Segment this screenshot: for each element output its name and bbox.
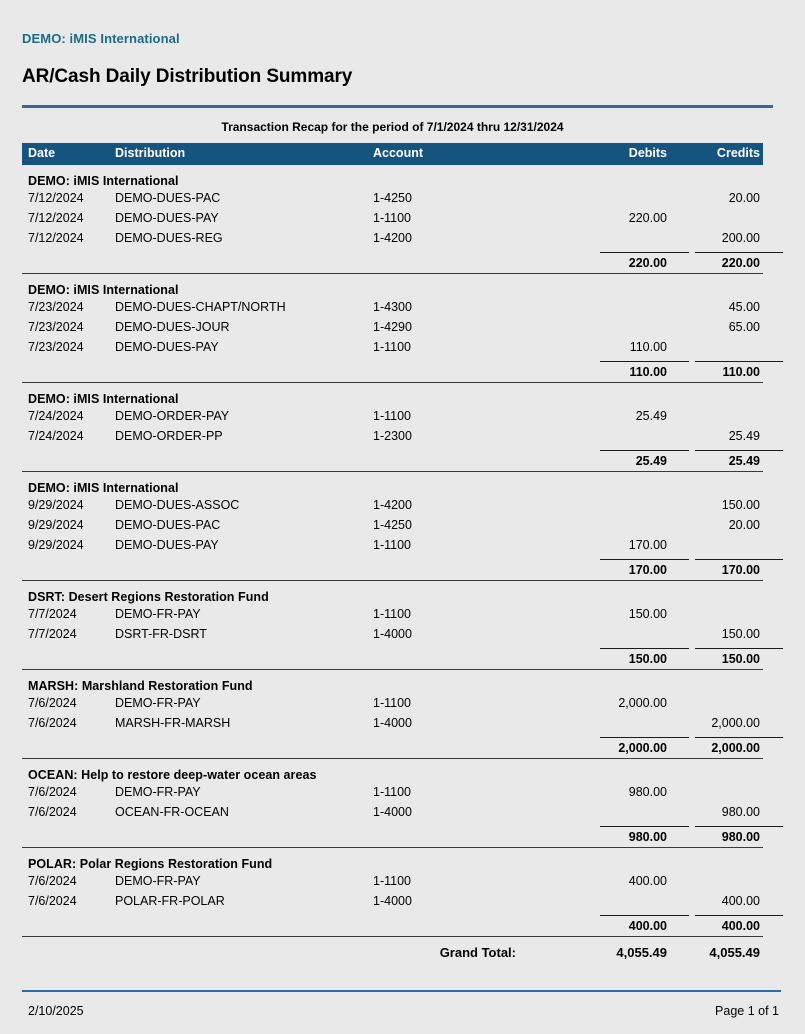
subtotal-credit-underline [695, 915, 783, 916]
subtotal-debit: 110.00 [629, 365, 667, 379]
cell-debit: 980.00 [628, 785, 667, 799]
group-subtotal-row [22, 647, 763, 669]
table-row [22, 496, 763, 516]
subtotal-credit-underline [695, 559, 783, 560]
organization-heading: DEMO: iMIS International [22, 31, 180, 46]
cell-debit: 110.00 [629, 340, 667, 354]
footer-date: 2/10/2025 [28, 1004, 84, 1018]
cell-credit: 200.00 [721, 231, 760, 245]
group-title: DEMO: iMIS International [28, 481, 179, 495]
cell-account: 1-4250 [373, 191, 412, 205]
cell-account: 1-4200 [373, 498, 412, 512]
cell-distribution: MARSH-FR-MARSH [115, 716, 231, 730]
grand-total-debit: 4,055.49 [616, 945, 667, 960]
table-group [22, 580, 763, 669]
cell-debit: 400.00 [628, 874, 667, 888]
subtotal-debit-underline [600, 559, 689, 560]
cell-distribution: DEMO-DUES-PAC [115, 191, 221, 205]
table-row [22, 338, 763, 358]
cell-distribution: DEMO-DUES-PAY [115, 211, 219, 225]
cell-date: 7/6/2024 [28, 874, 77, 888]
column-header-account: Account [373, 146, 423, 160]
table-row [22, 605, 763, 625]
table-group [22, 758, 763, 847]
cell-distribution: DEMO-DUES-PAY [115, 340, 219, 354]
page-footer [22, 990, 781, 1018]
table-group [22, 165, 763, 273]
table-row [22, 298, 763, 318]
cell-date: 7/7/2024 [28, 627, 77, 641]
cell-date: 9/29/2024 [28, 518, 84, 532]
group-subtotal-row [22, 825, 763, 847]
cell-distribution: DEMO-ORDER-PP [115, 429, 223, 443]
cell-date: 7/6/2024 [28, 785, 77, 799]
cell-date: 7/23/2024 [28, 320, 84, 334]
subtotal-credit-underline [695, 737, 783, 738]
subtotal-credit-underline [695, 450, 783, 451]
cell-account: 1-2300 [373, 429, 412, 443]
subtotal-debit: 980.00 [628, 830, 667, 844]
cell-distribution: DEMO-FR-PAY [115, 696, 201, 710]
group-title: POLAR: Polar Regions Restoration Fund [28, 857, 273, 871]
table-row [22, 407, 763, 427]
subtotal-credit: 25.49 [728, 454, 760, 468]
cell-account: 1-1100 [373, 785, 411, 799]
cell-account: 1-1100 [373, 211, 411, 225]
subtotal-credit: 110.00 [722, 365, 760, 379]
table-groups [22, 165, 763, 936]
cell-date: 7/12/2024 [28, 211, 84, 225]
cell-account: 1-4000 [373, 627, 412, 641]
cell-account: 1-4000 [373, 716, 412, 730]
cell-account: 1-1100 [373, 538, 411, 552]
cell-distribution: DEMO-ORDER-PAY [115, 409, 230, 423]
column-header-distribution: Distribution [115, 146, 186, 160]
table-row [22, 892, 763, 912]
cell-debit: 25.49 [635, 409, 667, 423]
subtotal-debit-underline [600, 737, 689, 738]
table-row [22, 783, 763, 803]
subtotal-debit: 220.00 [628, 256, 667, 270]
cell-account: 1-4250 [373, 518, 412, 532]
cell-account: 1-4200 [373, 231, 412, 245]
cell-account: 1-1100 [373, 696, 411, 710]
table-row [22, 209, 763, 229]
subtotal-debit: 400.00 [628, 919, 667, 933]
cell-account: 1-4290 [373, 320, 412, 334]
subtotal-debit-underline [600, 361, 689, 362]
subtotal-debit-underline [600, 450, 689, 451]
cell-date: 7/6/2024 [28, 805, 77, 819]
cell-distribution: DSRT-FR-DSRT [115, 627, 207, 641]
cell-distribution: DEMO-FR-PAY [115, 874, 201, 888]
cell-date: 7/12/2024 [28, 191, 84, 205]
cell-distribution: DEMO-DUES-JOUR [115, 320, 230, 334]
table-row [22, 189, 763, 209]
table-row [22, 714, 763, 734]
cell-date: 9/29/2024 [28, 498, 84, 512]
distribution-table [22, 143, 763, 963]
cell-distribution: DEMO-DUES-PAY [115, 538, 219, 552]
group-title: DEMO: iMIS International [28, 283, 179, 297]
cell-account: 1-1100 [373, 874, 411, 888]
group-subtotal-row [22, 360, 763, 382]
column-header-debits: Debits [628, 146, 667, 160]
cell-account: 1-1100 [373, 340, 411, 354]
group-subtotal-row [22, 251, 763, 273]
subtotal-credit: 150.00 [721, 652, 760, 666]
subtotal-debit-underline [600, 252, 689, 253]
table-row [22, 625, 763, 645]
column-header-date: Date [28, 146, 56, 160]
cell-credit: 20.00 [728, 191, 760, 205]
cell-distribution: DEMO-FR-PAY [115, 785, 201, 799]
group-title: OCEAN: Help to restore deep-water ocean areas [28, 768, 317, 782]
subtotal-debit-underline [600, 915, 689, 916]
cell-credit: 25.49 [728, 429, 760, 443]
group-subtotal-row [22, 449, 763, 471]
table-group [22, 669, 763, 758]
cell-account: 1-1100 [373, 607, 411, 621]
table-group [22, 471, 763, 580]
grand-total-label: Grand Total: [439, 945, 516, 960]
cell-distribution: DEMO-DUES-PAC [115, 518, 221, 532]
table-header-row [22, 143, 763, 165]
table-row [22, 229, 763, 249]
cell-date: 7/24/2024 [28, 429, 84, 443]
subtotal-credit: 2,000.00 [711, 741, 760, 755]
group-title: DSRT: Desert Regions Restoration Fund [28, 590, 269, 604]
cell-account: 1-4000 [373, 894, 412, 908]
cell-credit: 2,000.00 [711, 716, 760, 730]
cell-credit: 45.00 [728, 300, 760, 314]
table-group [22, 847, 763, 936]
cell-debit: 170.00 [628, 538, 667, 552]
cell-account: 1-4000 [373, 805, 412, 819]
cell-distribution: OCEAN-FR-OCEAN [115, 805, 229, 819]
column-header-credits: Credits [716, 146, 760, 160]
title-divider [22, 105, 773, 108]
subtotal-credit: 980.00 [721, 830, 760, 844]
cell-distribution: POLAR-FR-POLAR [115, 894, 225, 908]
cell-date: 7/23/2024 [28, 340, 84, 354]
cell-credit: 65.00 [728, 320, 760, 334]
table-group [22, 382, 763, 471]
cell-date: 7/6/2024 [28, 894, 77, 908]
cell-debit: 2,000.00 [618, 696, 667, 710]
cell-distribution: DEMO-DUES-ASSOC [115, 498, 240, 512]
group-subtotal-row [22, 736, 763, 758]
subtotal-debit: 25.49 [635, 454, 667, 468]
grand-total-credit: 4,055.49 [709, 945, 760, 960]
subtotal-debit-underline [600, 826, 689, 827]
table-row [22, 872, 763, 892]
cell-date: 7/6/2024 [28, 696, 77, 710]
cell-distribution: DEMO-DUES-CHAPT/NORTH [115, 300, 286, 314]
table-row [22, 694, 763, 714]
subtotal-credit: 400.00 [721, 919, 760, 933]
cell-credit: 20.00 [728, 518, 760, 532]
table-row [22, 803, 763, 823]
transaction-recap-line: Transaction Recap for the period of 7/1/2024 thru 12/31/2024 [221, 120, 564, 134]
cell-date: 9/29/2024 [28, 538, 84, 552]
cell-credit: 150.00 [721, 627, 760, 641]
footer-page-number: Page 1 of 1 [715, 1004, 779, 1018]
cell-credit: 400.00 [721, 894, 760, 908]
cell-date: 7/6/2024 [28, 716, 77, 730]
subtotal-credit: 170.00 [721, 563, 760, 577]
cell-date: 7/7/2024 [28, 607, 77, 621]
table-row [22, 516, 763, 536]
subtotal-debit: 2,000.00 [618, 741, 667, 755]
cell-debit: 150.00 [628, 607, 667, 621]
subtotal-credit-underline [695, 252, 783, 253]
table-row [22, 427, 763, 447]
page-title: AR/Cash Daily Distribution Summary [22, 66, 353, 87]
cell-credit: 150.00 [721, 498, 760, 512]
group-title: MARSH: Marshland Restoration Fund [28, 679, 253, 693]
subtotal-credit-underline [695, 361, 783, 362]
cell-distribution: DEMO-DUES-REG [115, 231, 223, 245]
subtotal-debit: 170.00 [628, 563, 667, 577]
cell-credit: 980.00 [721, 805, 760, 819]
table-group [22, 273, 763, 382]
subtotal-credit-underline [695, 648, 783, 649]
group-title: DEMO: iMIS International [28, 392, 179, 406]
group-subtotal-row [22, 558, 763, 580]
cell-distribution: DEMO-FR-PAY [115, 607, 201, 621]
subtotal-credit: 220.00 [721, 256, 760, 270]
cell-date: 7/24/2024 [28, 409, 84, 423]
group-subtotal-row [22, 914, 763, 936]
grand-total-row [22, 937, 763, 963]
cell-debit: 220.00 [628, 211, 667, 225]
group-title: DEMO: iMIS International [28, 174, 179, 188]
subtotal-debit-underline [600, 648, 689, 649]
cell-date: 7/23/2024 [28, 300, 84, 314]
cell-account: 1-1100 [373, 409, 411, 423]
subtotal-debit: 150.00 [628, 652, 667, 666]
cell-date: 7/12/2024 [28, 231, 84, 245]
subtotal-credit-underline [695, 826, 783, 827]
cell-account: 1-4300 [373, 300, 412, 314]
table-row [22, 318, 763, 338]
table-row [22, 536, 763, 556]
